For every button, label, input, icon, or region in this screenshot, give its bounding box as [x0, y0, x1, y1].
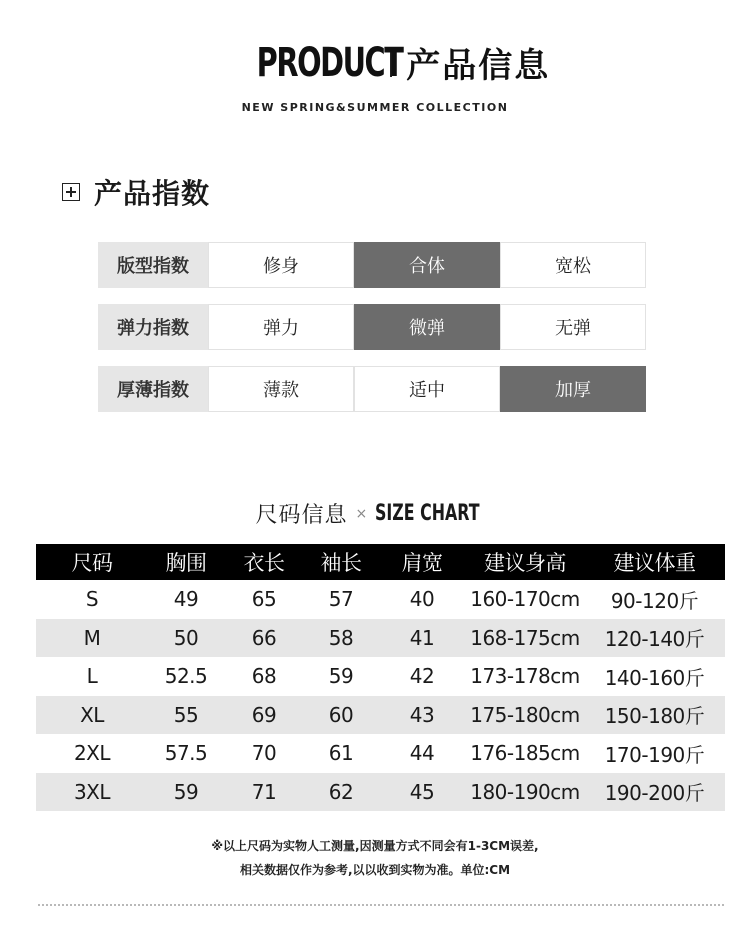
- size-table-row: [36, 696, 725, 735]
- index-option: 弹力: [208, 304, 354, 350]
- size-table-cell: 40: [409, 587, 435, 612]
- size-table-cell: 62: [328, 779, 354, 804]
- size-table-cell: 52.5: [164, 664, 208, 689]
- size-table-row: [36, 580, 725, 619]
- size-table-cell: 57.5: [164, 741, 208, 766]
- measurement-note-line-1: ※以上尺码为实物人工测量,因测量方式不同会有1-3CM误差,: [211, 839, 539, 853]
- plus-box-icon: [62, 183, 80, 201]
- index-option: 无弹: [500, 304, 646, 350]
- size-table-cell: 68: [251, 664, 277, 689]
- size-table-cell: 58: [328, 625, 354, 650]
- index-row: [98, 304, 646, 350]
- size-table-cell: 170-190斤: [604, 742, 705, 767]
- size-table-header-cell: 建议身高: [484, 551, 566, 575]
- size-table-cell: 45: [409, 779, 435, 804]
- index-option-selected: 微弹: [354, 304, 500, 350]
- size-table-cell: 173-178cm: [470, 664, 580, 689]
- measurement-note-line-2: 相关数据仅作为参考,以以收到实物为准。单位:CM: [239, 863, 511, 877]
- size-table-cell: 50: [173, 625, 199, 650]
- page-header: [0, 38, 750, 114]
- index-option: 宽松: [500, 242, 646, 288]
- size-chart-title: [0, 498, 750, 529]
- size-table-cell: 59: [173, 779, 199, 804]
- product-index-table: [98, 242, 646, 428]
- size-table-row: [36, 619, 725, 658]
- size-table-cell: 180-190cm: [470, 779, 580, 804]
- size-chart-title-en: SIZE CHART: [375, 501, 480, 526]
- size-table-cell: 2XL: [73, 741, 111, 766]
- index-row-label: 弹力指数: [98, 304, 208, 350]
- size-table-cell: 65: [251, 587, 277, 612]
- index-row-label: 版型指数: [98, 242, 208, 288]
- size-table-cell: 60: [328, 702, 354, 727]
- size-table-header-cell: 肩宽: [401, 551, 443, 575]
- size-table-cell: S: [85, 587, 99, 612]
- size-table-header-cell: 衣长: [243, 551, 285, 575]
- size-table-cell: 190-200斤: [604, 781, 705, 806]
- size-table-row: [36, 657, 725, 696]
- index-row-label: 厚薄指数: [98, 366, 208, 412]
- index-row: [98, 242, 646, 288]
- size-table-header-cell: 袖长: [320, 551, 362, 575]
- header-title-en: PRODUCT: [256, 39, 403, 86]
- size-table-cell: 41: [409, 625, 435, 650]
- measurement-note: [0, 834, 750, 882]
- size-table-row: [36, 734, 725, 773]
- size-table-cell: 71: [251, 779, 277, 804]
- size-table-cell: 49: [173, 587, 199, 612]
- index-option: 修身: [208, 242, 354, 288]
- size-table-cell: 90-120斤: [610, 588, 699, 613]
- header-subtitle: NEW SPRING&SUMMER COLLECTION: [241, 101, 509, 114]
- size-table-cell: 150-180斤: [604, 704, 705, 729]
- size-table-cell: 175-180cm: [470, 702, 580, 727]
- size-table-header-cell: 建议体重: [613, 551, 696, 575]
- size-table-cell: 69: [251, 702, 277, 727]
- index-option-selected: 加厚: [500, 366, 646, 412]
- size-table-cell: 59: [328, 664, 354, 689]
- header-title-cn: 产品信息: [406, 46, 551, 86]
- size-chart-title-cn: 尺码信息: [255, 503, 348, 528]
- size-table-cell: 70: [251, 741, 277, 766]
- size-table-header-cell: 胸围: [165, 551, 207, 575]
- size-table-cell: M: [83, 625, 101, 650]
- header-title-row: [0, 38, 750, 87]
- index-option-selected: 合体: [354, 242, 500, 288]
- size-table-cell: 42: [409, 664, 435, 689]
- index-option: 适中: [354, 366, 500, 412]
- index-section-title-text: 产品指数: [94, 177, 211, 210]
- size-table-cell: 61: [328, 741, 354, 766]
- dotted-divider: [38, 904, 724, 906]
- size-table-cell: 140-160斤: [604, 665, 705, 690]
- size-table-header: [36, 544, 725, 580]
- size-table-cell: XL: [80, 702, 104, 727]
- size-table-cell: 120-140斤: [604, 627, 705, 652]
- size-table-cell: 3XL: [73, 779, 111, 804]
- size-table-cell: 55: [173, 702, 199, 727]
- size-table-row: [36, 773, 725, 812]
- size-table-cell: 176-185cm: [470, 741, 580, 766]
- size-table-cell: 57: [328, 587, 354, 612]
- size-table-cell: 168-175cm: [470, 625, 580, 650]
- size-chart-title-separator: ×: [355, 505, 368, 522]
- size-table-cell: L: [86, 664, 98, 689]
- index-row: [98, 366, 646, 412]
- size-table-header-cell: 尺码: [71, 551, 113, 575]
- size-table-cell: 66: [251, 625, 277, 650]
- index-section-title: [62, 172, 210, 212]
- size-chart-table: [36, 544, 725, 811]
- size-table-cell: 160-170cm: [470, 587, 580, 612]
- index-option: 薄款: [208, 366, 354, 412]
- size-table-cell: 44: [409, 741, 435, 766]
- size-table-cell: 43: [409, 702, 435, 727]
